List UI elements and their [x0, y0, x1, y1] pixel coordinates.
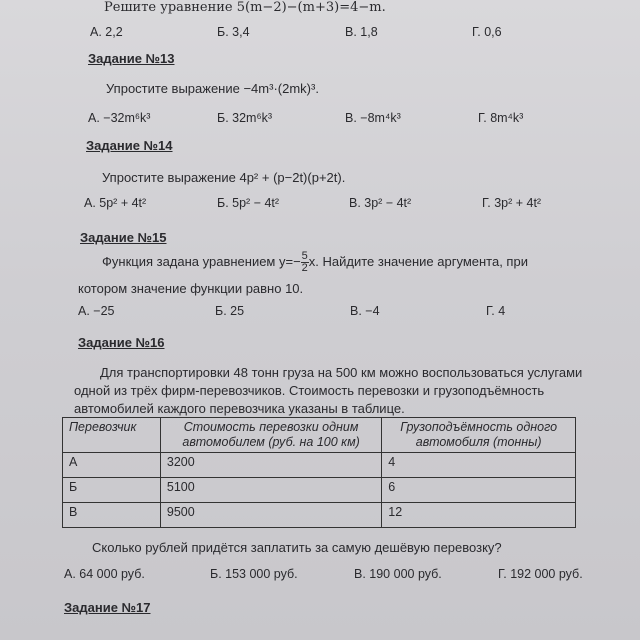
task16-paragraph-line3: автомобилей каждого перевозчика указаны в таблице. [74, 401, 405, 416]
table-header-carrier: Перевозчик [63, 418, 161, 453]
task15-question-part1: Функция задана уравнением y=− [102, 253, 301, 269]
table-row [63, 503, 576, 528]
table-header-capacity: Грузоподъёмность одного автомобиля (тонны) [382, 418, 576, 453]
task12-question: Решите уравнение 5(m−2)−(m+3)=4−m. [104, 0, 386, 15]
carriers-table [62, 417, 576, 528]
task16-option-a: А. 64 000 руб. [64, 567, 145, 581]
table-cell: 9500 [160, 503, 381, 528]
task15-option-a: А. −25 [78, 304, 115, 318]
table-cell: А [63, 453, 161, 478]
table-cell: Б [63, 478, 161, 503]
table-cell: 5100 [160, 478, 381, 503]
task16-paragraph-line2: одной из трёх фирм-перевозчиков. Стоимость перевозки и грузоподъёмность [74, 383, 545, 398]
task13-option-b: Б. 32m⁶k³ [217, 111, 273, 125]
task16-heading: Задание №16 [78, 335, 165, 350]
task14-question: Упростите выражение 4p² + (p−2t)(p+2t). [102, 170, 346, 185]
task13-question: Упростите выражение −4m³·(2mk)³. [106, 81, 319, 96]
task14-option-b: Б. 5p² − 4t² [217, 196, 280, 210]
task12-option-d: Г. 0,6 [472, 25, 502, 39]
task12-option-b: Б. 3,4 [217, 25, 250, 39]
table-header-row [63, 418, 576, 453]
task15-option-c: В. −4 [350, 304, 380, 318]
task12-option-c: В. 1,8 [345, 25, 378, 39]
table-cell: В [63, 503, 161, 528]
task16-paragraph-line1: Для транспортировки 48 тонн груза на 500 км можно воспользоваться услугами [100, 365, 583, 380]
task15-question-line2: котором значение функции равно 10. [78, 281, 304, 296]
task15-heading: Задание №15 [80, 230, 167, 245]
task12-option-a: А. 2,2 [90, 25, 123, 39]
task14-option-d: Г. 3p² + 4t² [482, 196, 542, 210]
task16-option-c: В. 190 000 руб. [354, 567, 442, 581]
table-cell: 3200 [160, 453, 381, 478]
task15-option-d: Г. 4 [486, 304, 506, 318]
table-cell: 6 [382, 478, 576, 503]
task16-question: Сколько рублей придётся заплатить за самую дешёвую перевозку? [92, 540, 502, 555]
fraction [301, 251, 309, 274]
table-row [63, 453, 576, 478]
table-cell: 12 [382, 503, 576, 528]
task15-question-line1 [102, 251, 528, 274]
table-header-cost: Стоимость перевозки одним автомобилем (руб. на 100 км) [160, 418, 381, 453]
fraction-numerator: 5 [301, 250, 308, 262]
task14-heading: Задание №14 [86, 138, 173, 153]
task14-option-c: В. 3p² − 4t² [349, 196, 412, 210]
fraction-denominator: 2 [301, 262, 308, 274]
task14-option-a: А. 5p² + 4t² [84, 196, 147, 210]
task13-heading: Задание №13 [88, 51, 175, 66]
task13-option-d: Г. 8m⁴k³ [478, 111, 524, 125]
task15-option-b: Б. 25 [215, 304, 245, 318]
task15-question-part2: x. Найдите значение аргумента, при [308, 253, 528, 269]
task16-option-d: Г. 192 000 руб. [498, 567, 583, 581]
table-row [63, 478, 576, 503]
task13-option-c: В. −8m⁴k³ [345, 111, 401, 125]
task16-option-b: Б. 153 000 руб. [210, 567, 298, 581]
task13-option-a: А. −32m⁶k³ [88, 111, 151, 125]
task17-heading: Задание №17 [64, 600, 151, 615]
table-cell: 4 [382, 453, 576, 478]
